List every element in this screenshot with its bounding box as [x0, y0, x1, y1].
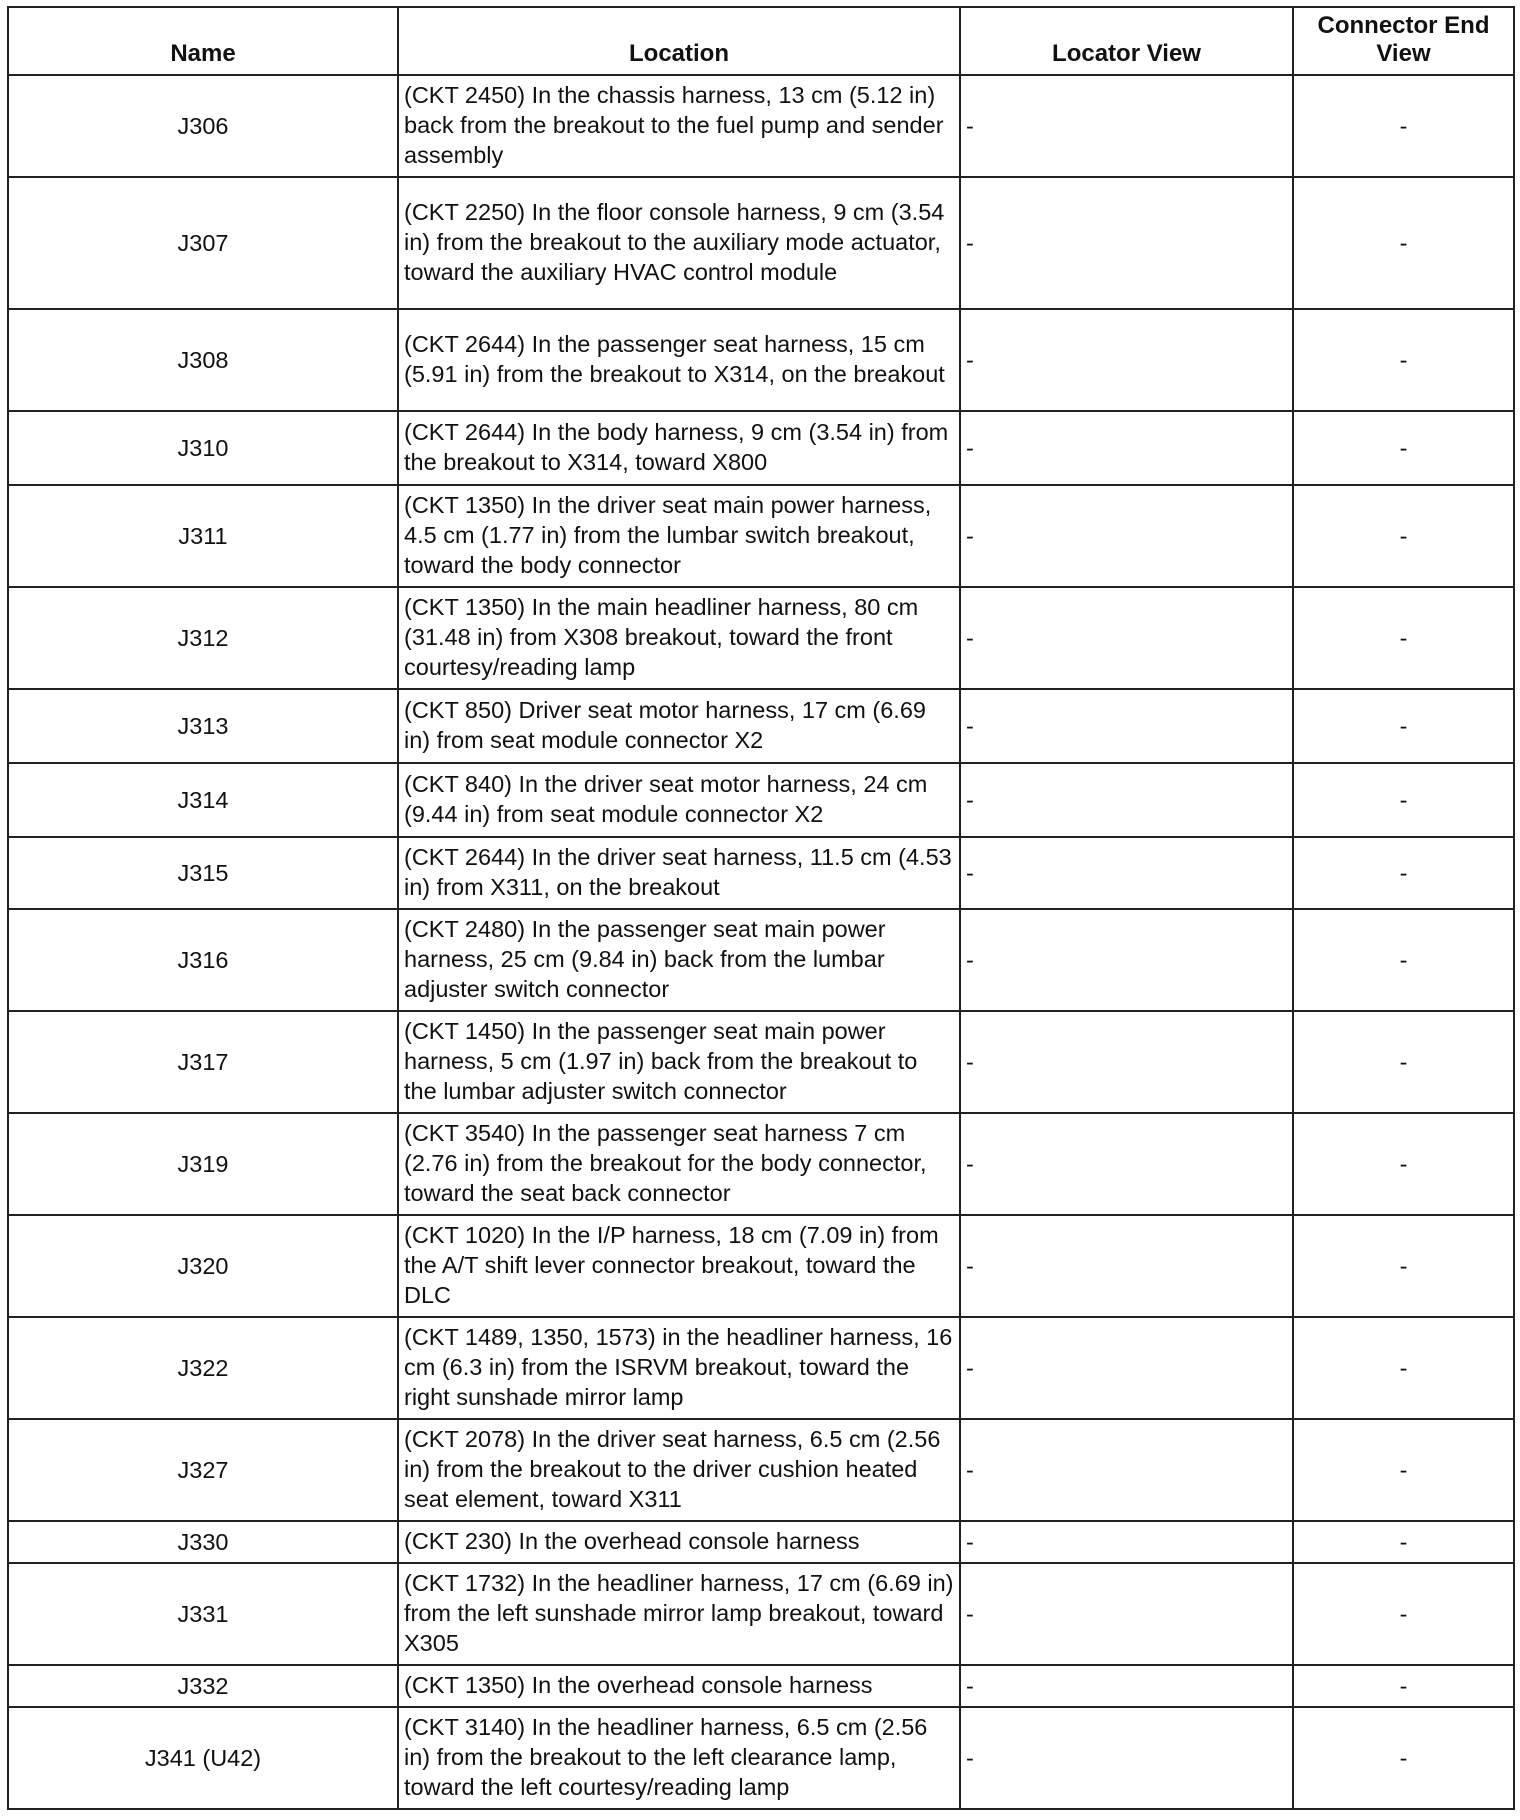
locator-view-cell: -	[960, 485, 1293, 587]
name-cell: J322	[8, 1317, 398, 1419]
location-cell: (CKT 1350) In the main headliner harness, 80 cm (31.48 in) from X308 breakout, toward the front courtesy/reading lamp	[398, 587, 960, 689]
name-cell: J311	[8, 485, 398, 587]
name-cell: J314	[8, 763, 398, 837]
name-cell: J315	[8, 837, 398, 909]
location-cell: (CKT 1732) In the headliner harness, 17 cm (6.69 in) from the left sunshade mirror lamp breakout, toward X305	[398, 1563, 960, 1665]
table-row	[8, 177, 1514, 309]
table-row	[8, 411, 1514, 485]
locator-view-cell: -	[960, 1317, 1293, 1419]
table-row	[8, 1317, 1514, 1419]
connector-end-view-cell: -	[1293, 411, 1514, 485]
name-cell: J312	[8, 587, 398, 689]
location-cell: (CKT 2250) In the floor console harness, 9 cm (3.54 in) from the breakout to the auxiliary mode actuator, toward the auxiliary HVAC control module	[398, 177, 960, 309]
name-cell: J313	[8, 689, 398, 763]
table-row	[8, 689, 1514, 763]
connector-end-view-cell: -	[1293, 1707, 1514, 1809]
locator-view-cell: -	[960, 1563, 1293, 1665]
name-cell: J306	[8, 75, 398, 177]
location-cell: (CKT 2644) In the driver seat harness, 11.5 cm (4.53 in) from X311, on the breakout	[398, 837, 960, 909]
table-row	[8, 1707, 1514, 1809]
table-row	[8, 763, 1514, 837]
name-cell: J327	[8, 1419, 398, 1521]
locator-view-cell: -	[960, 411, 1293, 485]
connector-end-view-cell: -	[1293, 837, 1514, 909]
connector-end-view-cell: -	[1293, 763, 1514, 837]
location-cell: (CKT 230) In the overhead console harness	[398, 1521, 960, 1563]
table-row	[8, 1113, 1514, 1215]
location-cell: (CKT 2480) In the passenger seat main power harness, 25 cm (9.84 in) back from the lumbar adjuster switch connector	[398, 909, 960, 1011]
location-cell: (CKT 3140) In the headliner harness, 6.5 cm (2.56 in) from the breakout to the left clearance lamp, toward the left courtesy/reading lamp	[398, 1707, 960, 1809]
table-row	[8, 587, 1514, 689]
name-cell: J332	[8, 1665, 398, 1707]
header-location: Location	[398, 7, 960, 75]
locator-view-cell: -	[960, 1113, 1293, 1215]
name-cell: J319	[8, 1113, 398, 1215]
location-cell: (CKT 2078) In the driver seat harness, 6.5 cm (2.56 in) from the breakout to the driver cushion heated seat element, toward X311	[398, 1419, 960, 1521]
name-cell: J317	[8, 1011, 398, 1113]
header-connector-end-view: Connector End View	[1293, 7, 1514, 75]
name-cell: J330	[8, 1521, 398, 1563]
table-row	[8, 1665, 1514, 1707]
locator-view-cell: -	[960, 1419, 1293, 1521]
header-locator-view: Locator View	[960, 7, 1293, 75]
connector-end-view-cell: -	[1293, 1419, 1514, 1521]
location-cell: (CKT 2644) In the body harness, 9 cm (3.54 in) from the breakout to X314, toward X800	[398, 411, 960, 485]
location-cell: (CKT 850) Driver seat motor harness, 17 cm (6.69 in) from seat module connector X2	[398, 689, 960, 763]
splice-location-table	[7, 6, 1515, 1810]
locator-view-cell: -	[960, 587, 1293, 689]
location-cell: (CKT 2644) In the passenger seat harness, 15 cm (5.91 in) from the breakout to X314, on the breakout	[398, 309, 960, 411]
connector-end-view-cell: -	[1293, 1113, 1514, 1215]
name-cell: J320	[8, 1215, 398, 1317]
table-row	[8, 1563, 1514, 1665]
name-cell: J341 (U42)	[8, 1707, 398, 1809]
locator-view-cell: -	[960, 763, 1293, 837]
location-cell: (CKT 1489, 1350, 1573) in the headliner harness, 16 cm (6.3 in) from the ISRVM breakout, toward the right sunshade mirror lamp	[398, 1317, 960, 1419]
locator-view-cell: -	[960, 75, 1293, 177]
table-row	[8, 309, 1514, 411]
location-cell: (CKT 2450) In the chassis harness, 13 cm (5.12 in) back from the breakout to the fuel pump and sender assembly	[398, 75, 960, 177]
locator-view-cell: -	[960, 177, 1293, 309]
connector-end-view-cell: -	[1293, 587, 1514, 689]
connector-end-view-cell: -	[1293, 177, 1514, 309]
connector-end-view-cell: -	[1293, 689, 1514, 763]
connector-end-view-cell: -	[1293, 1563, 1514, 1665]
table-row	[8, 485, 1514, 587]
locator-view-cell: -	[960, 837, 1293, 909]
connector-end-view-cell: -	[1293, 909, 1514, 1011]
connector-end-view-cell: -	[1293, 1665, 1514, 1707]
locator-view-cell: -	[960, 689, 1293, 763]
name-cell: J316	[8, 909, 398, 1011]
name-cell: J331	[8, 1563, 398, 1665]
table-row	[8, 75, 1514, 177]
connector-end-view-cell: -	[1293, 309, 1514, 411]
name-cell: J307	[8, 177, 398, 309]
locator-view-cell: -	[960, 1707, 1293, 1809]
location-cell: (CKT 1350) In the overhead console harness	[398, 1665, 960, 1707]
table-row	[8, 1419, 1514, 1521]
table-row	[8, 837, 1514, 909]
locator-view-cell: -	[960, 1665, 1293, 1707]
name-cell: J308	[8, 309, 398, 411]
locator-view-cell: -	[960, 1521, 1293, 1563]
connector-end-view-cell: -	[1293, 1521, 1514, 1563]
location-cell: (CKT 840) In the driver seat motor harness, 24 cm (9.44 in) from seat module connector X2	[398, 763, 960, 837]
location-cell: (CKT 1450) In the passenger seat main power harness, 5 cm (1.97 in) back from the breakout to the lumbar adjuster switch connector	[398, 1011, 960, 1113]
connector-end-view-cell: -	[1293, 485, 1514, 587]
connector-end-view-cell: -	[1293, 1317, 1514, 1419]
locator-view-cell: -	[960, 909, 1293, 1011]
table-row	[8, 1215, 1514, 1317]
connector-end-view-cell: -	[1293, 1011, 1514, 1113]
table-row	[8, 1521, 1514, 1563]
locator-view-cell: -	[960, 1011, 1293, 1113]
table-row	[8, 909, 1514, 1011]
location-cell: (CKT 1020) In the I/P harness, 18 cm (7.09 in) from the A/T shift lever connector breakout, toward the DLC	[398, 1215, 960, 1317]
location-cell: (CKT 3540) In the passenger seat harness 7 cm (2.76 in) from the breakout for the body connector, toward the seat back connector	[398, 1113, 960, 1215]
header-name: Name	[8, 7, 398, 75]
locator-view-cell: -	[960, 1215, 1293, 1317]
connector-end-view-cell: -	[1293, 1215, 1514, 1317]
table-row	[8, 1011, 1514, 1113]
location-cell: (CKT 1350) In the driver seat main power harness, 4.5 cm (1.77 in) from the lumbar switch breakout, toward the body connector	[398, 485, 960, 587]
name-cell: J310	[8, 411, 398, 485]
connector-end-view-cell: -	[1293, 75, 1514, 177]
locator-view-cell: -	[960, 309, 1293, 411]
header-row	[8, 7, 1514, 75]
